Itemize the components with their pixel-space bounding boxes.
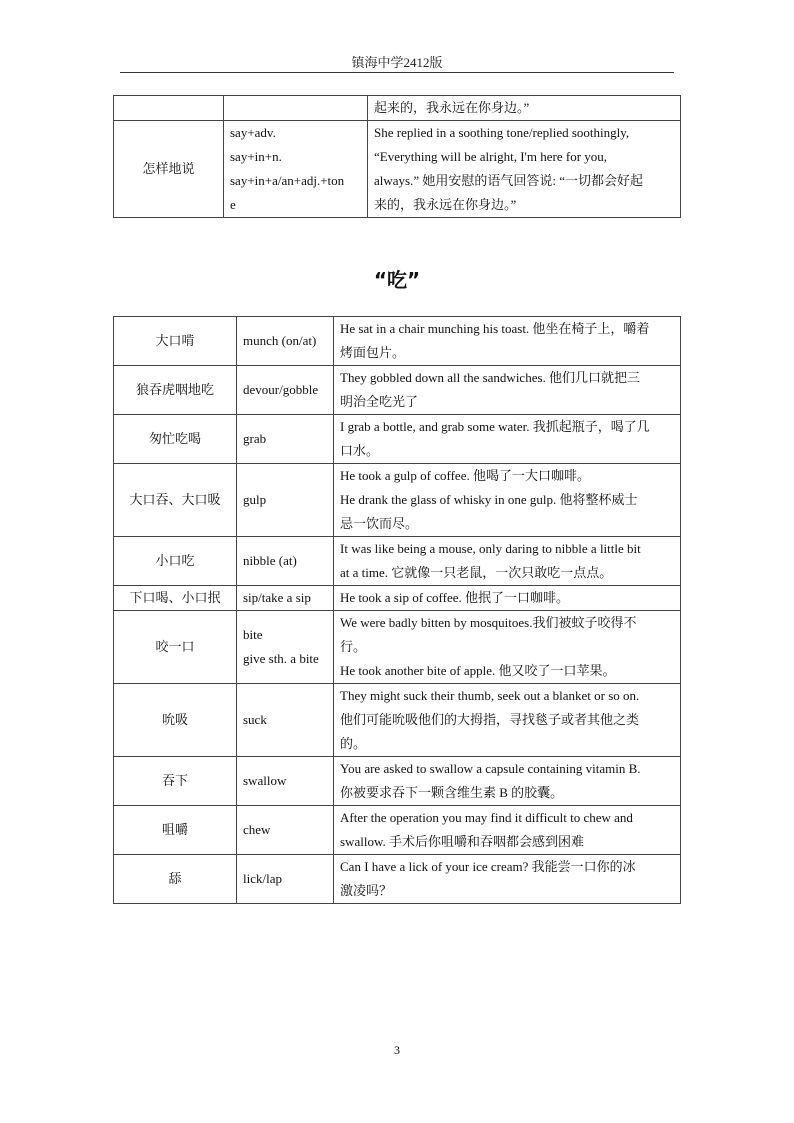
example-line: 口水。 bbox=[340, 443, 380, 458]
collocation-cell bbox=[237, 415, 334, 464]
page-header: 镇海中学2412版 bbox=[351, 55, 443, 70]
eat-vocabulary-table bbox=[113, 316, 681, 904]
example-line: 他们可能吮吸他们的大拇指，寻找毯子或者其他之类 bbox=[340, 712, 640, 727]
collocation-line: lick/lap bbox=[243, 871, 282, 886]
example-line: Can I have a lick of your ice cream? 我能尝一口你的冰 bbox=[340, 859, 636, 874]
collocation-cell bbox=[224, 121, 368, 218]
collocation-line: give sth. a bite bbox=[243, 651, 319, 666]
term-cell: 咀嚼 bbox=[114, 806, 237, 855]
term-cell: 狼吞虎咽地吃 bbox=[114, 366, 237, 415]
table-row bbox=[114, 586, 681, 611]
example-line: 明治全吃光了 bbox=[340, 394, 419, 409]
table-row bbox=[114, 855, 681, 904]
term-cell: 匆忙吃喝 bbox=[114, 415, 237, 464]
term-cell: 大口吞、大口吸 bbox=[114, 464, 237, 537]
example-cell bbox=[334, 464, 681, 537]
collocation-line: grab bbox=[243, 431, 267, 446]
example-cell bbox=[334, 317, 681, 366]
example-line: He took a gulp of coffee. 他喝了一大口咖啡。 bbox=[340, 468, 590, 483]
collocation-cell bbox=[237, 757, 334, 806]
term-cell: 小口吃 bbox=[114, 537, 237, 586]
table-row bbox=[114, 537, 681, 586]
example-line: 你被要求吞下一颗含维生素 B 的胶囊。 bbox=[340, 785, 564, 800]
collocation-line: munch (on/at) bbox=[243, 333, 317, 348]
table-row bbox=[114, 121, 681, 218]
example-line: You are asked to swallow a capsule containing vitamin B. bbox=[340, 761, 641, 776]
table-row bbox=[114, 464, 681, 537]
collocation-cell bbox=[237, 317, 334, 366]
example-line: 来的，我永远在你身边。” bbox=[374, 197, 517, 212]
collocation-line: suck bbox=[243, 712, 267, 727]
example-cell bbox=[334, 586, 681, 611]
term-cell bbox=[114, 96, 224, 121]
table-row bbox=[114, 317, 681, 366]
example-line: They might suck their thumb, seek out a blanket or so on. bbox=[340, 688, 640, 703]
example-line: After the operation you may find it difficult to chew and bbox=[340, 810, 633, 825]
example-line: always.” 她用安慰的语气回答说: “一切都会好起 bbox=[374, 173, 644, 188]
example-line: He took a sip of coffee. 他抿了一口咖啡。 bbox=[340, 590, 570, 605]
collocation-line: swallow bbox=[243, 773, 287, 788]
example-cell bbox=[334, 806, 681, 855]
collocation-line: say+in+n. bbox=[230, 149, 282, 164]
example-line: They gobbled down all the sandwiches. 他们几口就把三 bbox=[340, 370, 641, 385]
example-line: 烤面包片。 bbox=[340, 345, 406, 360]
term-cell: 吮吸 bbox=[114, 684, 237, 757]
example-line: He drank the glass of whisky in one gulp. 他将整杯威士 bbox=[340, 492, 638, 507]
collocation-line: nibble (at) bbox=[243, 553, 297, 568]
example-line: She replied in a soothing tone/replied soothingly, bbox=[374, 125, 630, 140]
collocation-line: say+in+a/an+adj.+ton bbox=[230, 173, 345, 188]
collocation-line: chew bbox=[243, 822, 271, 837]
term-cell: 大口啃 bbox=[114, 317, 237, 366]
term-cell: 舔 bbox=[114, 855, 237, 904]
table-row bbox=[114, 366, 681, 415]
collocation-cell bbox=[237, 611, 334, 684]
header-rule bbox=[120, 72, 674, 73]
example-line: 激凌吗？ bbox=[340, 883, 393, 898]
example-line: 忌一饮而尽。 bbox=[340, 516, 419, 531]
term-cell: 咬一口 bbox=[114, 611, 237, 684]
collocation-cell bbox=[224, 96, 368, 121]
example-cell bbox=[334, 855, 681, 904]
example-line: It was like being a mouse, only daring to nibble a little bit bbox=[340, 541, 641, 556]
example-cell bbox=[368, 96, 681, 121]
example-line: 的。 bbox=[340, 736, 367, 751]
collocation-line: sip/take a sip bbox=[243, 590, 311, 605]
example-cell bbox=[334, 757, 681, 806]
example-line: 行。 bbox=[340, 639, 367, 654]
collocation-line: gulp bbox=[243, 492, 267, 507]
example-line: We were badly bitten by mosquitoes.我们被蚊子咬得不 bbox=[340, 615, 637, 630]
table-row bbox=[114, 415, 681, 464]
collocation-cell bbox=[237, 855, 334, 904]
term-cell: 下口喝、小口抿 bbox=[114, 586, 237, 611]
example-cell bbox=[334, 684, 681, 757]
collocation-line: bite bbox=[243, 627, 263, 642]
table-row bbox=[114, 611, 681, 684]
page-number: 3 bbox=[394, 1043, 400, 1057]
term-cell: 吞下 bbox=[114, 757, 237, 806]
example-line: 起来的，我永远在你身边。” bbox=[374, 100, 530, 115]
example-line: “Everything will be alright, I'm here for you, bbox=[374, 149, 608, 164]
example-line: swallow. 手术后你咀嚼和吞咽都会感到困难 bbox=[340, 834, 584, 849]
table-row bbox=[114, 757, 681, 806]
example-cell bbox=[334, 415, 681, 464]
example-line: He sat in a chair munching his toast. 他坐在椅子上，嚼着 bbox=[340, 321, 650, 336]
example-cell bbox=[334, 611, 681, 684]
example-line: I grab a bottle, and grab some water. 我抓起瓶子，喝了几 bbox=[340, 419, 650, 434]
section-title: “吃” bbox=[373, 268, 421, 292]
example-cell bbox=[334, 537, 681, 586]
collocation-cell bbox=[237, 684, 334, 757]
collocation-cell bbox=[237, 806, 334, 855]
example-cell bbox=[334, 366, 681, 415]
collocation-cell bbox=[237, 366, 334, 415]
example-line: at a time. 它就像一只老鼠，一次只敢吃一点点。 bbox=[340, 565, 613, 580]
collocation-cell bbox=[237, 537, 334, 586]
table-row bbox=[114, 96, 681, 121]
continued-table bbox=[113, 95, 681, 218]
collocation-cell bbox=[237, 586, 334, 611]
collocation-cell bbox=[237, 464, 334, 537]
example-cell bbox=[368, 121, 681, 218]
example-line: He took another bite of apple. 他又咬了一口苹果。 bbox=[340, 663, 616, 678]
table-row bbox=[114, 684, 681, 757]
table-row bbox=[114, 806, 681, 855]
collocation-line: devour/gobble bbox=[243, 382, 319, 397]
collocation-line: say+adv. bbox=[230, 125, 276, 140]
term-cell: 怎样地说 bbox=[114, 121, 224, 218]
collocation-line: e bbox=[230, 197, 236, 212]
